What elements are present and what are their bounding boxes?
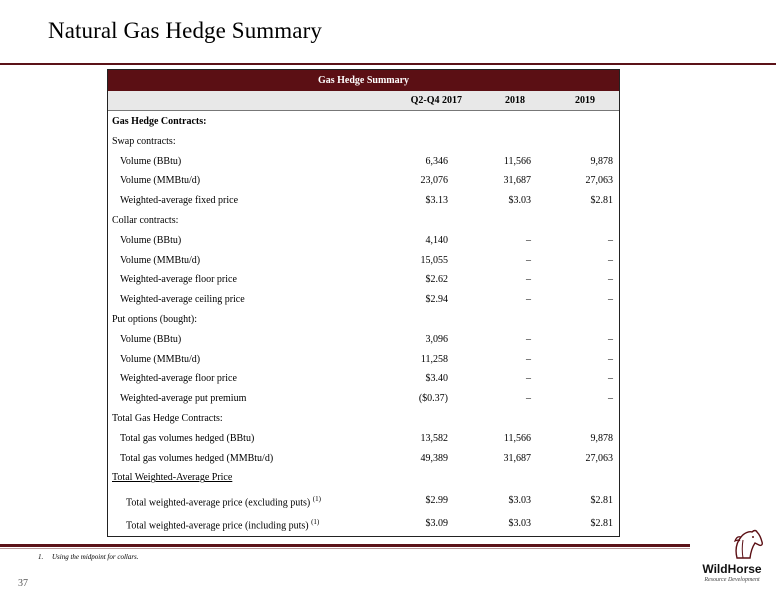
table-row <box>108 210 619 230</box>
cell-value: $2.94 <box>425 294 448 306</box>
cell-value: $2.81 <box>590 495 613 507</box>
cell-value: 23,076 <box>420 175 448 187</box>
row-label <box>112 472 232 483</box>
table-row <box>108 448 619 468</box>
cell-value: 27,063 <box>585 175 613 187</box>
column-header-q2q4-2017: Q2-Q4 2017 <box>410 95 462 106</box>
row-label-text: Weighted-average put premium <box>120 393 247 405</box>
row-label <box>120 373 237 384</box>
table-row <box>108 329 619 349</box>
cell-value: 13,582 <box>420 432 448 444</box>
row-label <box>120 433 254 444</box>
cell-value: – <box>608 254 613 266</box>
cell-value: – <box>526 254 531 266</box>
column-header-2018: 2018 <box>505 95 525 106</box>
cell-value: 15,055 <box>420 254 448 266</box>
cell-value: 11,258 <box>420 353 448 365</box>
row-label-text: Gas Hedge Contracts: <box>112 116 207 127</box>
cell-value: $2.81 <box>590 195 613 207</box>
row-label <box>120 294 245 305</box>
footer-divider-thin <box>0 548 690 549</box>
cell-value: $3.13 <box>425 195 448 207</box>
table-body <box>108 111 619 533</box>
row-label-text: Volume (BBtu) <box>120 333 182 345</box>
row-label-text: Weighted-average ceiling price <box>120 294 245 306</box>
cell-value: $2.99 <box>425 495 448 507</box>
table-row <box>108 289 619 309</box>
row-label <box>120 453 273 464</box>
cell-value: 6,346 <box>425 155 448 167</box>
gas-hedge-table <box>107 69 620 537</box>
footer-divider <box>0 544 690 547</box>
cell-value: – <box>608 294 613 306</box>
cell-value: $3.03 <box>508 518 531 530</box>
footnote-ref: (1) <box>312 495 321 504</box>
table-row <box>108 388 619 408</box>
cell-value: – <box>608 373 613 385</box>
row-label <box>120 274 237 285</box>
footnote-number: 1. <box>38 553 44 561</box>
footnote-ref: (1) <box>311 518 320 527</box>
footnote-text: Using the midpoint for collars. <box>52 553 139 561</box>
cell-value: 9,878 <box>590 432 613 444</box>
cell-value: – <box>608 353 613 365</box>
cell-value: – <box>608 393 613 405</box>
horse-head-icon <box>695 528 769 562</box>
row-label <box>120 195 238 206</box>
row-label-text: Total weighted-average price (excluding puts) <box>126 497 311 509</box>
table-row <box>108 309 619 329</box>
cell-value: – <box>526 274 531 286</box>
wildhorse-logo <box>695 528 769 588</box>
row-label <box>120 156 181 167</box>
row-label <box>120 334 181 345</box>
row-label-text: Volume (MMBtu/d) <box>120 353 201 365</box>
row-label-text: Total weighted-average price (including puts) <box>126 520 309 532</box>
cell-value: $3.40 <box>425 373 448 385</box>
row-label-text: Total gas volumes hedged (MMBtu/d) <box>120 452 274 464</box>
row-label-text: Total gas volumes hedged (BBtu) <box>120 432 255 444</box>
footnote <box>38 553 139 561</box>
page-title: Natural Gas Hedge Summary <box>48 18 322 43</box>
table-row <box>108 349 619 369</box>
row-label <box>112 314 197 325</box>
row-label <box>120 235 181 246</box>
table-title: Gas Hedge Summary <box>108 70 619 91</box>
table-row <box>108 111 619 131</box>
table-row <box>108 510 619 533</box>
cell-value: $3.09 <box>425 518 448 530</box>
row-label <box>112 136 176 147</box>
table-row <box>108 131 619 151</box>
row-label-text: Collar contracts: <box>112 214 179 226</box>
cell-value: – <box>526 373 531 385</box>
row-label-text: Volume (BBtu) <box>120 155 182 167</box>
title-divider <box>0 63 776 65</box>
table-row <box>108 250 619 270</box>
cell-value: $2.81 <box>590 518 613 530</box>
cell-value: 31,687 <box>503 452 531 464</box>
cell-value: 27,063 <box>585 452 613 464</box>
cell-value: – <box>526 234 531 246</box>
cell-value: – <box>608 234 613 246</box>
cell-value: – <box>526 353 531 365</box>
row-label <box>112 413 223 424</box>
row-label-text: Volume (MMBtu/d) <box>120 254 201 266</box>
row-label <box>112 215 178 226</box>
row-label-text: Weighted-average floor price <box>120 274 237 286</box>
row-label <box>126 518 319 531</box>
cell-value: – <box>526 333 531 345</box>
row-label <box>120 393 246 404</box>
row-label-text: Weighted-average fixed price <box>120 195 239 207</box>
cell-value: 11,566 <box>503 432 531 444</box>
table-row <box>108 368 619 388</box>
row-label-text: Swap contracts: <box>112 135 176 147</box>
cell-value: $3.03 <box>508 495 531 507</box>
table-row <box>108 269 619 289</box>
cell-value: – <box>608 333 613 345</box>
table-row <box>108 487 619 510</box>
cell-value: $2.62 <box>425 274 448 286</box>
cell-value: – <box>526 393 531 405</box>
cell-value: 11,566 <box>503 155 531 167</box>
table-row <box>108 190 619 210</box>
table-row <box>108 467 619 487</box>
column-header-2019: 2019 <box>575 95 595 106</box>
row-label-text: Total Gas Hedge Contracts: <box>112 412 223 424</box>
page-number: 37 <box>18 578 28 589</box>
row-label-text: Volume (BBtu) <box>120 234 182 246</box>
row-label-text: Put options (bought): <box>112 313 198 325</box>
column-header-row <box>108 91 619 111</box>
table-row <box>108 408 619 428</box>
row-label-text: Total Weighted-Average Price <box>112 472 233 484</box>
cell-value: 49,389 <box>420 452 448 464</box>
table-row <box>108 151 619 171</box>
table-row <box>108 230 619 250</box>
row-label <box>120 354 200 365</box>
cell-value: ($0.37) <box>418 393 448 405</box>
row-label <box>112 116 206 127</box>
cell-value: 9,878 <box>590 155 613 167</box>
cell-value: – <box>526 294 531 306</box>
cell-value: $3.03 <box>508 195 531 207</box>
cell-value: 31,687 <box>503 175 531 187</box>
cell-value: 3,096 <box>425 333 448 345</box>
table-row <box>108 428 619 448</box>
logo-tagline: Resource Development <box>704 577 760 583</box>
logo-name: WildHorse <box>702 562 762 576</box>
row-label <box>120 175 200 186</box>
row-label <box>120 255 200 266</box>
row-label-text: Weighted-average floor price <box>120 373 237 385</box>
cell-value: 4,140 <box>425 234 448 246</box>
table-row <box>108 170 619 190</box>
row-label <box>126 495 321 508</box>
cell-value: – <box>608 274 613 286</box>
row-label-text: Volume (MMBtu/d) <box>120 175 201 187</box>
